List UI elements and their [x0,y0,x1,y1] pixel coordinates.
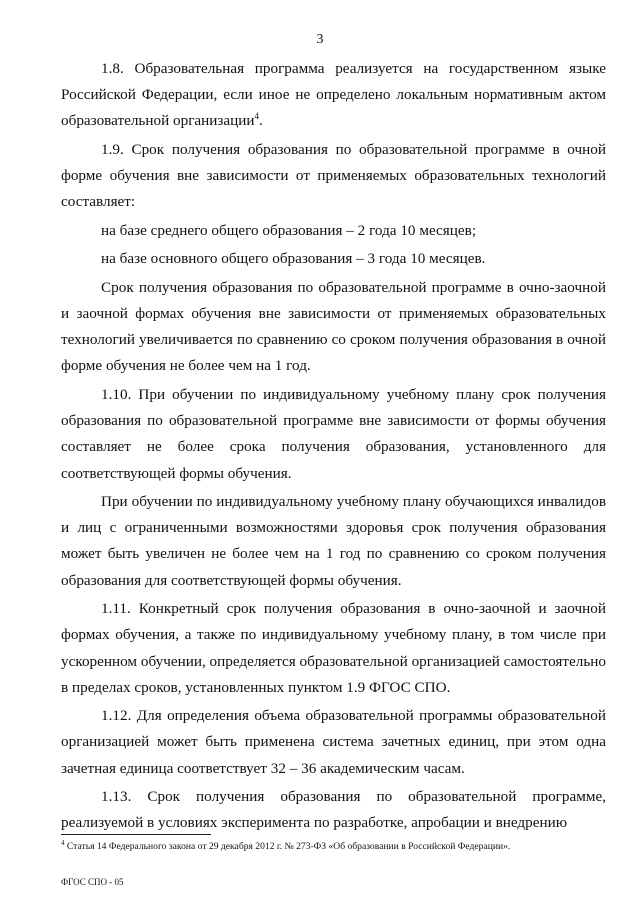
paragraph-1-12: 1.12. Для определения объема образовательной программы образовательной организацией может быть применена система зачетных единиц, при этом одна зачетная единица соответствует 32 – 36 академическим часам. [61,707,606,777]
paragraph-part-time-duration: Срок получения образования по образовательной программе в очно-заочной и заочной формах обучения вне зависимости от применяемых образовательных технологий увеличивается по сравнению со сроком получения образования в очной форме обучения не более чем на 1 год. [61,278,606,375]
paragraph-1-8 [61,56,606,135]
footnote-reference: 4 [254,111,260,122]
footnote-number: 4 [61,839,65,847]
footnote [61,840,621,853]
paragraph-1-9: 1.9. Срок получения образования по образовательной программе в очной форме обучения вне зависимости от применяемых образовательных технологий составляет: [61,140,606,211]
footnote-separator [61,834,211,835]
paragraph-1-10: 1.10. При обучении по индивидуальному учебному плану срок получения образования по образовательной программе вне зависимости от формы обучения составляет не более срока получения образования, установленного для соответствующей формы обучения. [61,385,606,482]
page-number: 3 [316,32,324,47]
paragraph-1-11: 1.11. Конкретный срок получения образования в очно-заочной и заочной формах обучения, а также по индивидуальному учебному плану, в том числе при ускоренном обучении, определяется образовательной организацией самостоятельно в пределах сроков, установленных пунктом 1.9 ФГОС СПО. [61,600,606,696]
paragraph-end: . [259,112,263,130]
paragraph-1-13: 1.13. Срок получения образования по образовательной программе, реализуемой в условиях эксперимента по разработке, апробации и внедрению [61,788,606,832]
footnote-text: Статья 14 Федерального закона от 29 декабря 2012 г. № 273-ФЗ «Об образовании в Российской Федерации». [66,841,511,852]
duration-basic-general: на базе основного общего образования – 3 года 10 месяцев. [101,250,486,268]
paragraph-text: 1.8. Образовательная программа реализуется на государственном языке Российской Федерации, если иное не определено локальным нормативным актом образовательной организации [61,60,606,130]
paragraph-disabled-students: При обучении по индивидуальному учебному плану обучающихся инвалидов и лиц с ограниченными возможностями здоровья срок получения образования может быть увеличен не более чем на 1 год по сравнению со сроком получения образования для соответствующей формы обучения. [61,493,606,589]
page-footer: ФГОС СПО - 05 [61,877,124,887]
duration-secondary-general: на базе среднего общего образования – 2 года 10 месяцев; [101,221,477,239]
page-body [61,56,606,839]
